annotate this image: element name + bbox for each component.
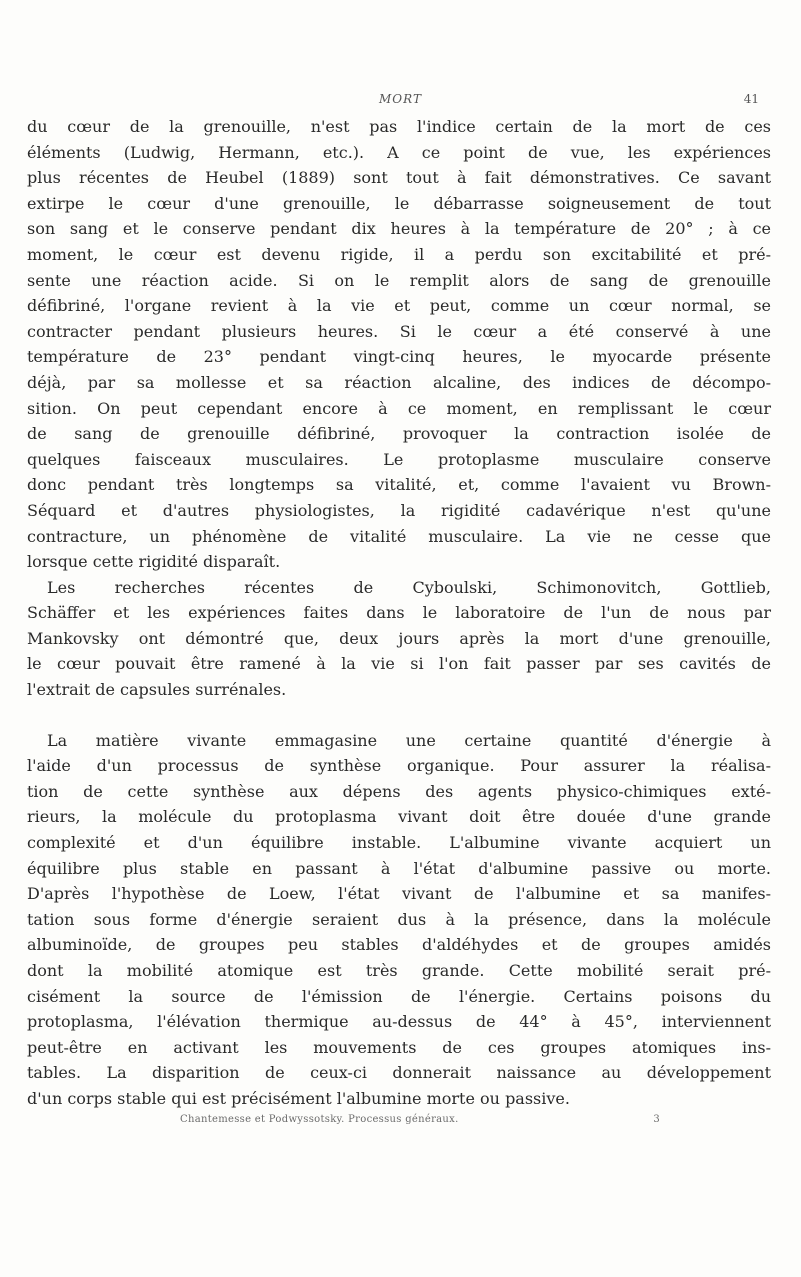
text-line: quelques faisceaux musculaires. Le protoplasme musculaire conserve: [27, 449, 771, 469]
text-line: lorsque cette rigidité disparaît.: [27, 552, 281, 572]
paragraph-1: [27, 114, 771, 575]
text-line: cisément la source de l'émission de l'énergie. Certains poisons du: [27, 986, 771, 1006]
text-line: La matière vivante emmagasine une certaine quantité d'énergie à: [47, 730, 771, 750]
text-line: éléments (Ludwig, Hermann, etc.). A ce point de vue, les expériences: [27, 142, 771, 162]
page-footer: [180, 1114, 660, 1125]
text-line: rieurs, la molécule du protoplasma vivant doit être douée d'une grande: [27, 807, 771, 827]
text-line: contracter pendant plusieurs heures. Si le cœur a été conservé à une: [27, 321, 771, 341]
text-line: défibriné, l'organe revient à la vie et peut, comme un cœur normal, se: [27, 296, 771, 316]
footer-text: Chantemesse et Podwyssotsky. Processus généraux.: [180, 1114, 459, 1125]
text-line: protoplasma, l'élévation thermique au-dessus de 44° à 45°, interviennent: [27, 1012, 771, 1032]
body-text: [27, 114, 771, 1112]
text-line: extirpe le cœur d'une grenouille, le débarrasse soigneusement de tout: [27, 193, 771, 213]
text-line: de sang de grenouille défibriné, provoquer la contraction isolée de: [27, 424, 771, 444]
paragraph-3: [27, 728, 771, 1112]
text-line: du cœur de la grenouille, n'est pas l'indice certain de la mort de ces: [27, 117, 771, 136]
signature-mark: 3: [653, 1114, 660, 1125]
text-line: tables. La disparition de ceux-ci donnerait naissance au développement: [27, 1063, 771, 1083]
text-line: son sang et le conserve pendant dix heures à la température de 20° ; à ce: [27, 219, 771, 239]
section-gap: [27, 703, 771, 728]
text-line: le cœur pouvait être ramené à la vie si l'on fait passer par ses cavités de: [27, 654, 771, 674]
text-line: température de 23° pendant vingt-cinq heures, le myocarde présente: [27, 347, 771, 367]
text-line: plus récentes de Heubel (1889) sont tout à fait démonstratives. Ce savant: [27, 168, 771, 188]
running-title: MORT: [379, 92, 422, 106]
text-line: Séquard et d'autres physiologistes, la rigidité cadavérique n'est qu'une: [27, 500, 771, 520]
text-line: sition. On peut cependant encore à ce moment, en remplissant le cœur: [27, 398, 771, 418]
text-line: tion de cette synthèse aux dépens des agents physico-chimiques exté-: [27, 781, 771, 801]
text-line: tation sous forme d'énergie seraient dus à la présence, dans la molécule: [27, 909, 771, 929]
text-line: l'extrait de capsules surrénales.: [27, 680, 287, 700]
paragraph-2: [27, 575, 771, 703]
text-line: moment, le cœur est devenu rigide, il a perdu son excitabilité et pré-: [27, 244, 771, 264]
page-number: 41: [743, 92, 759, 106]
text-line: dont la mobilité atomique est très grande. Cette mobilité serait pré-: [27, 961, 771, 980]
text-line: D'après l'hypothèse de Loew, l'état vivant de l'albumine et sa manifes-: [27, 884, 771, 904]
page-header: [28, 92, 773, 112]
text-line: Schäffer et les expériences faites dans le laboratoire de l'un de nous par: [27, 603, 771, 623]
text-line: équilibre plus stable en passant à l'état d'albumine passive ou morte.: [27, 858, 771, 878]
text-line: peut-être en activant les mouvements de ces groupes atomiques ins-: [27, 1037, 771, 1057]
text-line: Mankovsky ont démontré que, deux jours après la mort d'une grenouille,: [27, 628, 771, 648]
text-line: contracture, un phénomène de vitalité musculaire. La vie ne cesse que: [27, 526, 771, 546]
text-line: Les recherches récentes de Cyboulski, Schimonovitch, Gottlieb,: [47, 577, 771, 597]
text-line: complexité et d'un équilibre instable. L'albumine vivante acquiert un: [27, 833, 771, 853]
text-line: donc pendant très longtemps sa vitalité, et, comme l'avaient vu Brown-: [27, 475, 771, 495]
text-line: l'aide d'un processus de synthèse organique. Pour assurer la réalisa-: [27, 756, 771, 776]
text-line: sente une réaction acide. Si on le remplit alors de sang de grenouille: [27, 270, 771, 290]
text-line: d'un corps stable qui est précisément l'albumine morte ou passive.: [27, 1088, 570, 1108]
text-line: déjà, par sa mollesse et sa réaction alcaline, des indices de décompo-: [27, 372, 771, 392]
text-line: albuminoïde, de groupes peu stables d'aldéhydes et de groupes amidés: [27, 935, 771, 955]
